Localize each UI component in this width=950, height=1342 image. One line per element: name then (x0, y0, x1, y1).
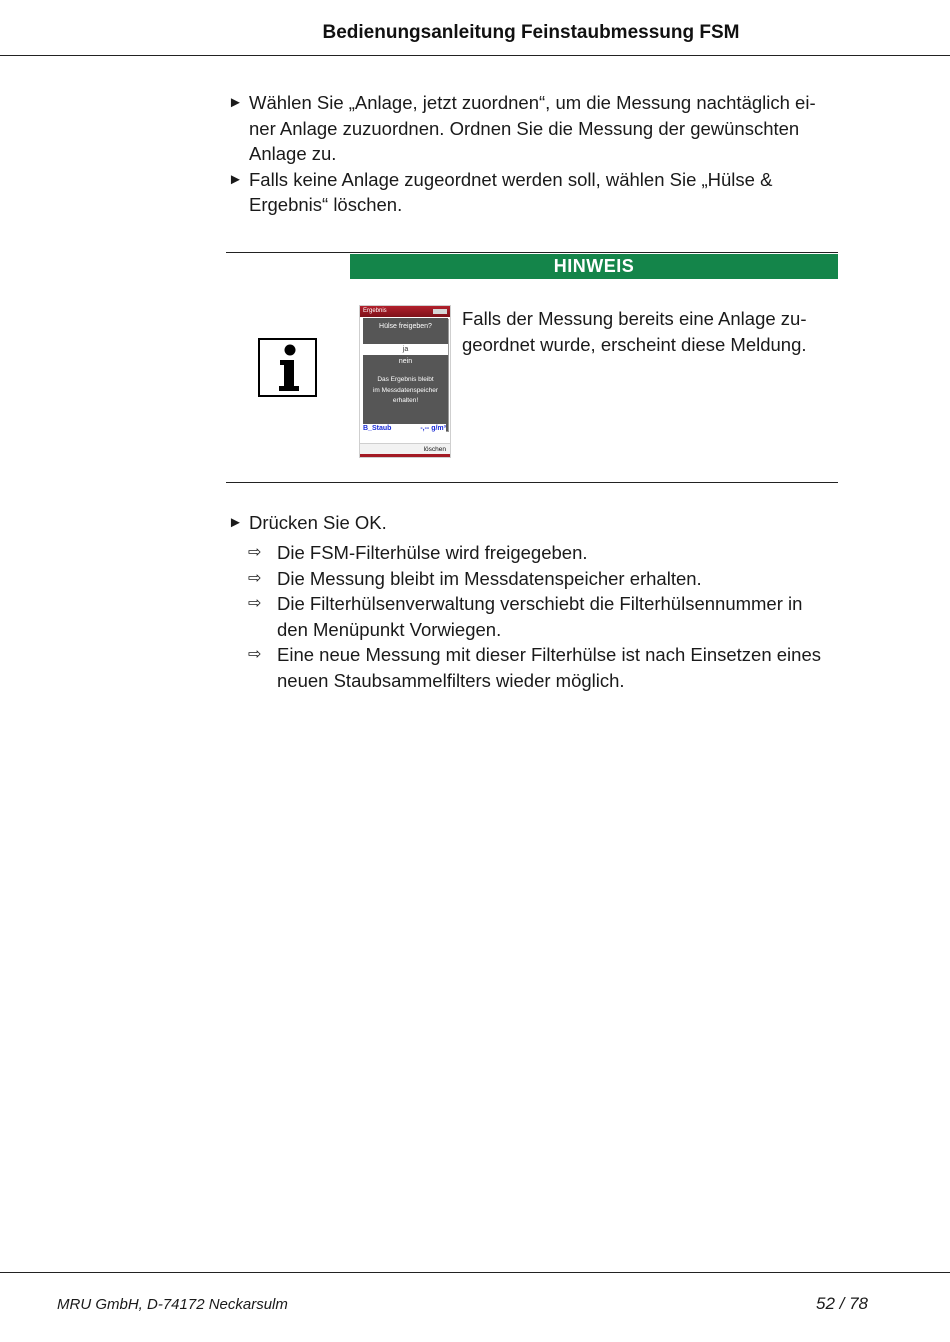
intro-bullet-item (228, 90, 838, 167)
arrow-right-icon: ⇨ (248, 595, 262, 612)
device-bottom-accent (360, 454, 451, 457)
result-item (248, 566, 838, 592)
intro-bullet-item (228, 167, 838, 218)
result-line: neuen Staubsammelfilters wieder möglich. (277, 669, 625, 691)
device-message-line: erhalten! (392, 397, 419, 404)
bullet-line: Anlage zu. (249, 143, 337, 164)
result-line: Die FSM-Filterhülse wird freigegeben. (277, 542, 588, 563)
device-result-value: -,-- g/m³ (420, 425, 446, 432)
note-line: geordnet wurde, erscheint diese Meldung. (462, 333, 807, 355)
result-line: Eine neue Messung mit dieser Filterhülse ist nach Einsetzen eines (277, 644, 821, 665)
device-softkey-delete: löschen (423, 446, 446, 453)
bullet-line: Ergebnis“ löschen. (249, 194, 403, 215)
arrow-right-icon: ⇨ (248, 544, 262, 561)
note-bottom-divider (226, 482, 838, 483)
note-top-divider (226, 252, 838, 253)
bullet-line: ner Anlage zuzuordnen. Ordnen Sie die Messung der gewünschten (249, 117, 800, 139)
step-text: Drücken Sie OK. (249, 512, 387, 533)
device-result-row (362, 424, 446, 436)
page-header-title: Bedienungsanleitung Feinstaubmessung FSM (322, 22, 740, 43)
device-popup-dialog (363, 318, 448, 431)
device-message-line: Das Ergebnis bleibt (377, 376, 434, 383)
device-popup-question: Hülse freigeben? (379, 323, 432, 330)
triangle-bullet-icon: ► (228, 514, 243, 531)
device-result-label: B_Staub (363, 425, 392, 432)
triangle-bullet-icon: ► (228, 94, 243, 111)
device-option-yes: ja (363, 344, 448, 355)
info-icon (258, 338, 317, 397)
footer-page-number: 52 / 78 (816, 1294, 868, 1313)
step-item (228, 510, 838, 536)
result-item (248, 642, 838, 693)
result-line: den Menüpunkt Vorwiegen. (277, 618, 502, 640)
bullet-line: Falls keine Anlage zugeordnet werden soll, wählen Sie „Hülse & (249, 168, 773, 190)
arrow-right-icon: ⇨ (248, 569, 262, 587)
device-title: Ergebnis (363, 308, 387, 314)
result-list (248, 540, 838, 693)
battery-icon (433, 309, 447, 314)
bullet-line: Wählen Sie „Anlage, jetzt zuordnen“, um die Messung nachtäglich ei- (249, 92, 816, 113)
triangle-bullet-icon: ► (228, 170, 243, 188)
note-text (462, 306, 832, 357)
result-line: Die Messung bleibt im Messdatenspeicher erhalten. (277, 567, 702, 589)
result-item (248, 540, 838, 566)
result-item (248, 591, 838, 642)
note-line: Falls der Messung bereits eine Anlage zu- (462, 308, 807, 329)
footer-divider (0, 1272, 950, 1273)
header-divider (0, 55, 950, 56)
device-popup-message (367, 375, 444, 407)
arrow-right-icon: ⇨ (248, 646, 262, 663)
step-list (228, 510, 838, 536)
intro-bullet-list (228, 90, 838, 218)
device-message-line: im Messdatenspeicher (372, 386, 439, 394)
footer-company: MRU GmbH, D-74172 Neckarsulm (57, 1296, 288, 1313)
device-screenshot (359, 305, 451, 458)
device-option-no: nein (398, 358, 413, 365)
note-heading: HINWEIS (350, 254, 838, 279)
result-line: Die Filterhülsenverwaltung verschiebt die Filterhülsennummer in (277, 593, 803, 614)
